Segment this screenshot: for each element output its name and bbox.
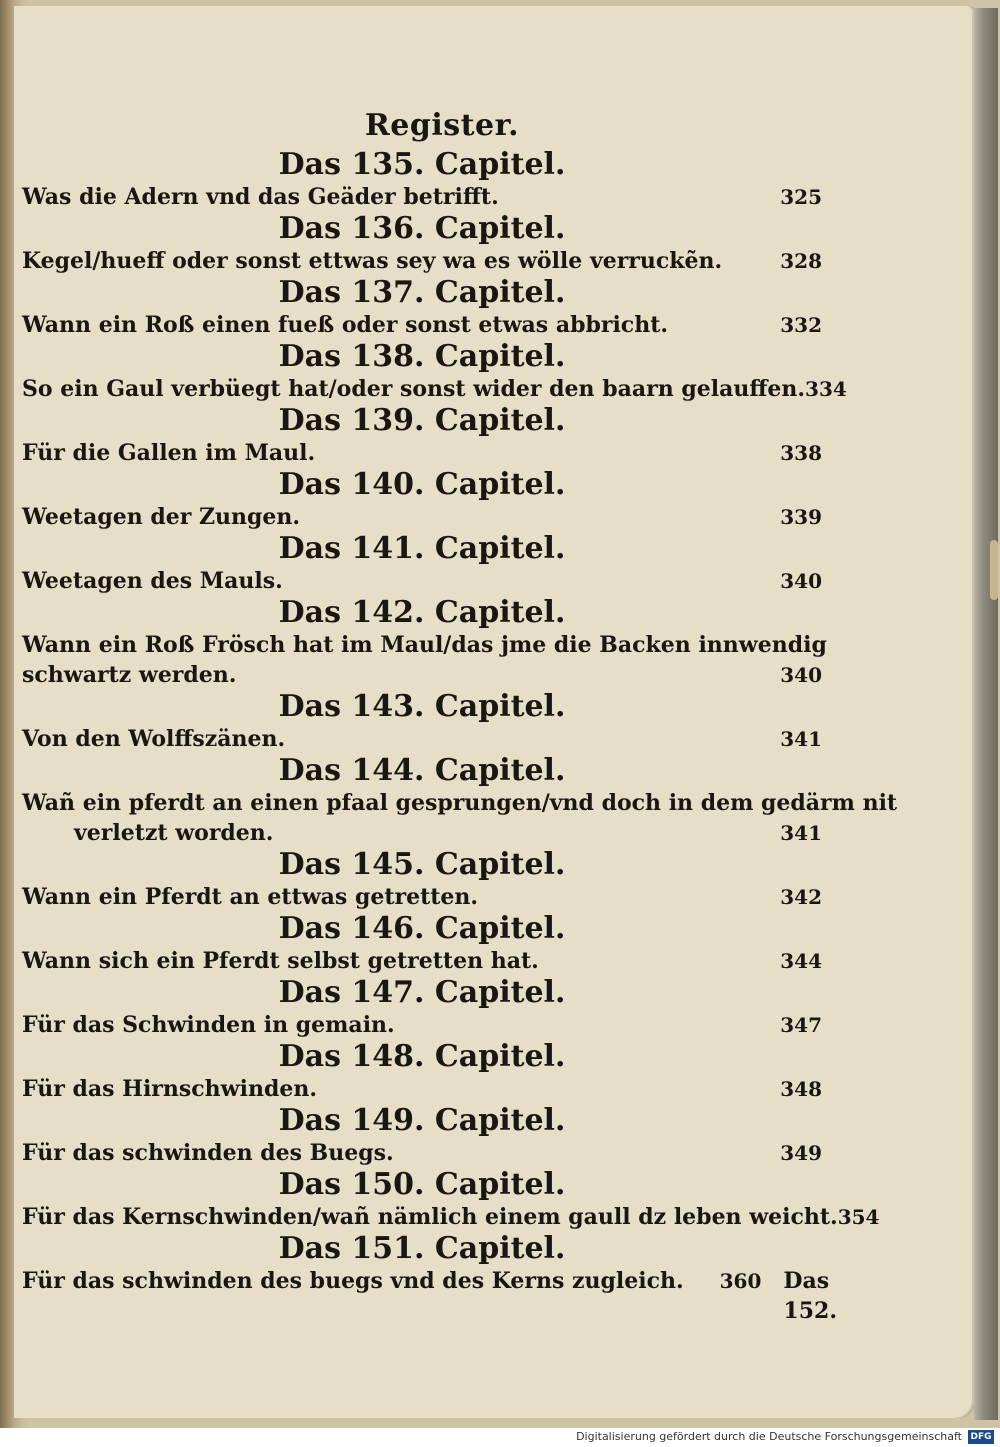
chapter-entry: [22, 882, 822, 912]
chapter-heading: Das 136. Capitel.: [278, 211, 566, 246]
footer-credit: Digitalisierung gefördert durch die Deutsche Forschungsgemeinschaft: [576, 1430, 962, 1443]
page-edge: [974, 8, 998, 1420]
chapter-heading: Das 149. Capitel.: [278, 1103, 566, 1138]
chapter-entry: [22, 946, 822, 976]
page-number: 338: [780, 441, 822, 465]
page-number: 325: [780, 185, 822, 209]
chapter-heading: Das 146. Capitel.: [278, 911, 566, 946]
page-number: 340: [780, 569, 822, 593]
chapter-heading: Das 151. Capitel.: [278, 1231, 566, 1266]
chapter-title: So ein Gaul verbüegt hat/oder sonst wider den baarn gelauffen.: [22, 376, 806, 402]
chapter-title: Für die Gallen im Maul.: [22, 440, 316, 466]
chapter-title: Wann ein Roß einen fueß oder sonst etwas abbricht.: [22, 312, 669, 338]
chapter-entry-continued: [22, 818, 822, 848]
chapter-entry: [22, 1202, 880, 1232]
page-number: 328: [780, 249, 822, 273]
chapter-entry: [22, 310, 822, 340]
chapter-heading: Das 140. Capitel.: [278, 467, 566, 502]
chapter-title: Weetagen des Mauls.: [22, 568, 283, 594]
chapter-entry: [22, 1266, 837, 1326]
page-number: 348: [780, 1077, 822, 1101]
page-number: 332: [780, 313, 822, 337]
page-number: 349: [780, 1141, 822, 1165]
chapter-title: Kegel/hueff oder sonst ettwas sey wa es wölle verruckẽn.: [22, 248, 723, 274]
page-number: 354: [837, 1205, 880, 1229]
chapter-title: Für das schwinden des Buegs.: [22, 1140, 394, 1166]
footer: [0, 1428, 1000, 1447]
chapter-heading: Das 150. Capitel.: [278, 1167, 566, 1202]
chapter-entry: [22, 246, 822, 276]
chapter-heading: Das 141. Capitel.: [278, 531, 566, 566]
chapter-title: Wañ ein pferdt an einen pfaal gesprungen/vnd doch in dem gedärm nit: [22, 790, 898, 816]
chapter-entry-continued: [22, 660, 822, 690]
page-number: 341: [780, 821, 822, 845]
chapter-title: Wann ein Pferdt an ettwas getretten.: [22, 884, 479, 910]
chapter-entry: [22, 1074, 822, 1104]
page-number: 360: [719, 1269, 762, 1293]
page-number: 347: [780, 1013, 822, 1037]
register-content: [22, 104, 898, 1326]
chapter-title-continued: verletzt worden.: [74, 820, 274, 846]
chapter-entry: [22, 630, 827, 660]
chapter-title: Für das schwinden des buegs vnd des Kerns zugleich.: [22, 1268, 684, 1294]
page-number: 339: [780, 505, 822, 529]
chapter-title: Für das Hirnschwinden.: [22, 1076, 317, 1102]
chapter-entry: [22, 374, 847, 404]
chapter-entry: [22, 182, 822, 212]
dfg-logo-icon: DFG: [968, 1430, 994, 1444]
page-number: 342: [780, 885, 822, 909]
chapter-title: Wann ein Roß Frösch hat im Maul/das jme die Backen innwendig: [22, 632, 827, 658]
chapter-heading: Das 143. Capitel.: [278, 689, 566, 724]
chapter-entry: [22, 438, 822, 468]
chapter-entry: [22, 502, 822, 532]
register-title: Register.: [364, 108, 520, 143]
chapter-heading: Das 142. Capitel.: [278, 595, 566, 630]
page-number: 341: [780, 727, 822, 751]
chapter-heading: Das 139. Capitel.: [278, 403, 566, 438]
chapter-title: Von den Wolffszänen.: [22, 726, 286, 752]
chapter-entry: [22, 788, 898, 818]
chapter-heading: Das 144. Capitel.: [278, 753, 566, 788]
chapter-title: Für das Kernschwinden/wañ nämlich einem gaull dz leben weicht.: [22, 1204, 838, 1230]
chapter-entry: [22, 566, 822, 596]
chapter-title: Weetagen der Zungen.: [22, 504, 301, 530]
chapter-entry: [22, 724, 822, 754]
chapter-heading: Das 145. Capitel.: [278, 847, 566, 882]
chapter-entry: [22, 1138, 822, 1168]
binding-thread: [990, 540, 998, 600]
chapter-entry: [22, 1010, 822, 1040]
page-number: 334: [805, 377, 847, 401]
page-number: 344: [780, 949, 822, 973]
chapter-title-continued: schwartz werden.: [22, 662, 237, 688]
chapter-heading: Das 138. Capitel.: [278, 339, 566, 374]
chapter-heading: Das 137. Capitel.: [278, 275, 566, 310]
page-number: 340: [780, 663, 822, 687]
chapter-list: [22, 147, 898, 1326]
chapter-heading: Das 135. Capitel.: [278, 147, 566, 182]
catchword: Das 152.: [783, 1268, 837, 1324]
chapter-title: Was die Adern vnd das Geäder betrifft.: [22, 184, 499, 210]
chapter-heading: Das 147. Capitel.: [278, 975, 566, 1010]
chapter-title: Für das Schwinden in gemain.: [22, 1012, 395, 1038]
chapter-heading: Das 148. Capitel.: [278, 1039, 566, 1074]
chapter-title: Wann sich ein Pferdt selbst getretten hat.: [22, 948, 539, 974]
